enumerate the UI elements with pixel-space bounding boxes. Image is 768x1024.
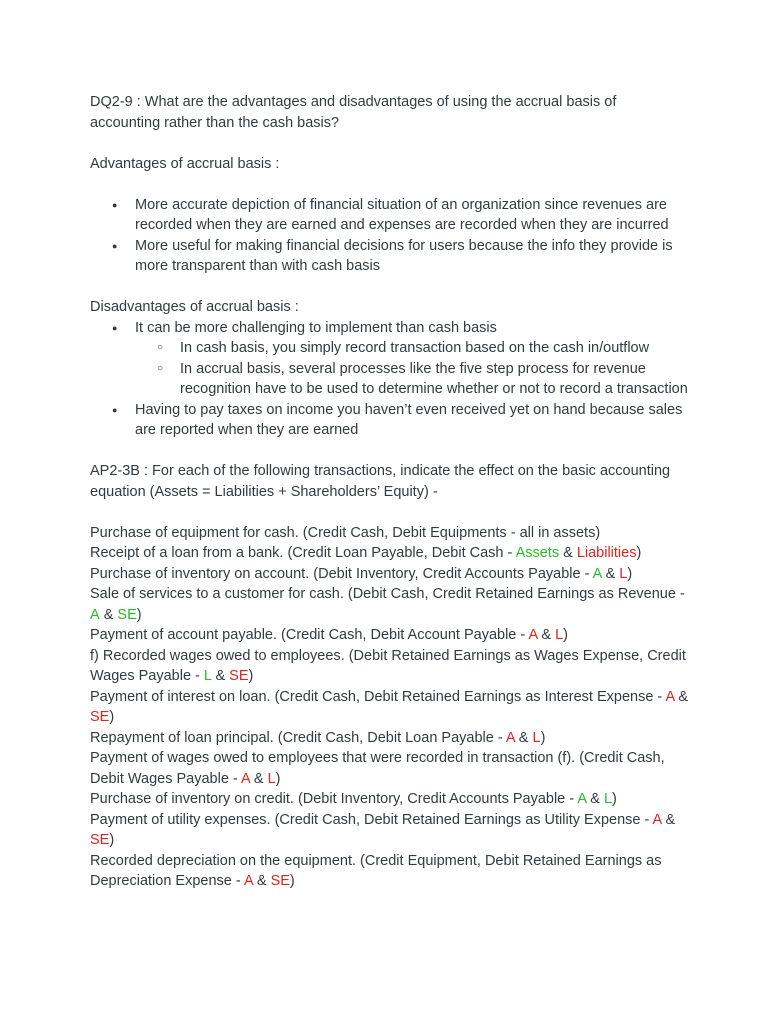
effect-b: SE <box>90 709 110 725</box>
effect-b: SE <box>229 668 249 684</box>
transaction-text: Receipt of a loan from a bank. (Credit Loan Payable, Debit Cash - <box>90 545 516 561</box>
list-item <box>90 318 690 400</box>
transaction-text: Sale of services to a customer for cash. (Debit Cash, Credit Retained Earnings as Revenue - <box>90 586 685 602</box>
list-item-text: It can be more challenging to implement than cash basis <box>135 319 497 336</box>
effect-b: SE <box>117 606 137 623</box>
effect-a: A <box>652 811 662 828</box>
transaction-text: Payment of account payable. (Credit Cash, Debit Account Payable - <box>90 627 529 643</box>
effect-separator: & <box>211 668 230 684</box>
transaction-text: f) Recorded wages owed to employees. (Debit Retained Earnings as Wages Expense, Credit Wages Payable - <box>90 647 686 684</box>
effect-a: A <box>592 565 602 582</box>
transaction-line <box>90 625 690 646</box>
effect-a: L <box>203 668 212 684</box>
list-item: ● Having to pay taxes on income you haven’t even received yet on hand because sales are reported when they are earned <box>90 400 690 441</box>
transaction-line <box>90 728 690 749</box>
transaction-end: ) <box>627 565 633 582</box>
effect-a: A <box>243 873 253 889</box>
effect-separator: & <box>559 545 577 561</box>
effect-a: A <box>665 688 675 705</box>
effect-a: A <box>240 770 250 787</box>
effect-separator: & <box>601 565 620 582</box>
spacer <box>90 133 690 154</box>
effect-b: L <box>603 791 613 807</box>
disadvantages-heading: Disadvantages of accrual basis : <box>90 299 299 315</box>
effect-a: A <box>577 791 587 807</box>
spacer <box>90 441 690 462</box>
effect-separator: & <box>249 770 268 787</box>
effect-b: L <box>555 627 564 643</box>
transaction-text: Purchase of equipment for cash. (Credit Cash, Debit Equipments - all in assets) <box>90 524 601 541</box>
transaction-text: Repayment of loan principal. (Credit Cash, Debit Loan Payable - <box>90 729 506 746</box>
effect-a: A <box>505 729 515 746</box>
transaction-text: Recorded depreciation on the equipment. (Credit Equipment, Debit Retained Earnings as Depreciation Expense - <box>90 852 662 889</box>
transaction-end: ) <box>636 545 642 561</box>
transaction-line <box>90 687 690 728</box>
transaction-end: ) <box>612 791 617 807</box>
transaction-end: ) <box>109 832 115 848</box>
spacer <box>90 174 690 195</box>
effect-b: L <box>532 729 541 746</box>
effect-separator: & <box>99 606 118 623</box>
transaction-end: ) <box>109 709 115 725</box>
effect-a: A <box>90 606 100 623</box>
effect-b: SE <box>270 873 290 889</box>
transaction-end: ) <box>289 873 295 889</box>
effect-separator: & <box>252 873 271 889</box>
transaction-line <box>90 789 690 810</box>
transaction-end: ) <box>275 770 281 787</box>
effect-separator: & <box>586 791 604 807</box>
transaction-line <box>90 748 690 789</box>
document-body <box>90 92 690 892</box>
transaction-text: Purchase of inventory on credit. (Debit Inventory, Credit Accounts Payable - <box>90 791 578 807</box>
spacer <box>90 502 690 523</box>
transaction-end: ) <box>540 729 546 746</box>
disadvantages-list <box>90 318 690 441</box>
spacer <box>90 277 690 298</box>
effect-b: Liabilities <box>576 545 637 561</box>
transaction-line <box>90 564 690 585</box>
advantages-list <box>90 195 690 277</box>
transaction-text: Payment of utility expenses. (Credit Cash, Debit Retained Earnings as Utility Expense - <box>90 811 653 828</box>
transaction-line <box>90 851 690 892</box>
transaction-line <box>90 523 690 544</box>
advantages-heading: Advantages of accrual basis : <box>90 155 280 172</box>
effect-b: L <box>619 565 628 582</box>
transaction-end: ) <box>136 606 142 623</box>
question-ap2-3b: AP2-3B : For each of the following transactions, indicate the effect on the basic accounting equation (Assets = Liabilities + Shareholders’ Equity) - <box>90 463 671 500</box>
transaction-line <box>90 810 690 851</box>
list-item: ● More useful for making financial decisions for users because the info they provide is more transparent than with cash basis <box>90 236 690 277</box>
sub-list-item: ○ In cash basis, you simply record transaction based on the cash in/outflow <box>135 338 690 359</box>
effect-separator: & <box>537 627 556 643</box>
transactions-list <box>90 523 690 892</box>
transaction-line <box>90 584 690 625</box>
effect-a: Assets <box>515 545 560 561</box>
effect-b: L <box>267 770 276 787</box>
sub-list-item: ○ In accrual basis, several processes like the five step process for revenue recognition have to be used to determine whether or not to record a transaction <box>135 359 690 400</box>
transaction-text: Payment of wages owed to employees that were recorded in transaction (f). (Credit Cash, Debit Wages Payable - <box>90 750 665 787</box>
effect-separator: & <box>514 729 533 746</box>
sub-list <box>135 338 690 400</box>
transaction-end: ) <box>248 668 254 684</box>
effect-separator: & <box>661 811 676 828</box>
question-dq2-9: DQ2-9 : What are the advantages and disadvantages of using the accrual basis of accounting rather than the cash basis? <box>90 94 617 131</box>
effect-b: SE <box>90 832 110 848</box>
effect-separator: & <box>674 688 689 705</box>
transaction-line <box>90 646 690 687</box>
transaction-text: Payment of interest on loan. (Credit Cash, Debit Retained Earnings as Interest Expense - <box>90 688 666 705</box>
transaction-end: ) <box>563 627 568 643</box>
transaction-line <box>90 543 690 564</box>
effect-a: A <box>528 627 538 643</box>
transaction-text: Purchase of inventory on account. (Debit Inventory, Credit Accounts Payable - <box>90 565 593 582</box>
list-item: ● More accurate depiction of financial situation of an organization since revenues are recorded when they are earned and expenses are recorded when they are incurred <box>90 195 690 236</box>
